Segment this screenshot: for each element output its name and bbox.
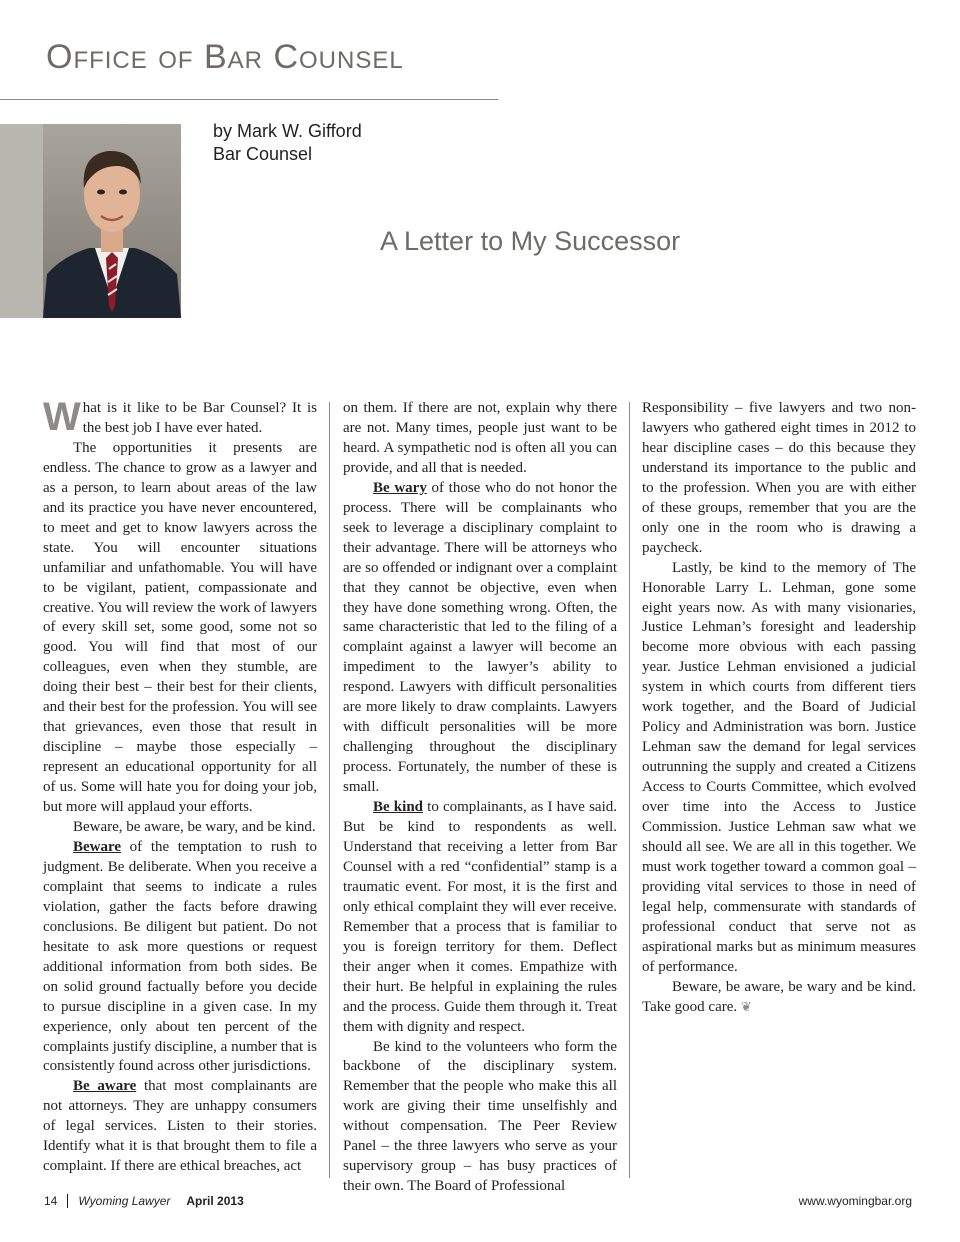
article-paragraph: Responsibility – five lawyers and two non-lawyers who gathered eight times in 2012 to hear discipline cases – do this because they understand its importance to the public and to the profession. When you are with either of these groups, remember that you are the only one in the room who is drawing a paycheck. <box>642 400 916 556</box>
page-number: 14 <box>44 1194 58 1208</box>
article-title: A Letter to My Successor <box>380 226 681 256</box>
article-column-2 <box>343 399 618 1195</box>
issue-date: April 2013 <box>186 1194 244 1208</box>
article-paragraph: Be aware that most complainants are not attorneys. They are unhappy consumers of legal services. Listen to their stories. Identify what it is that brought them to file a complaint. If there are ethical breaches, act <box>43 1078 317 1175</box>
column-divider <box>629 402 630 1178</box>
article-paragraph: The opportunities it presents are endless. The chance to grow as a lawyer and as a person, to learn about areas of the law and its practice you have never encountered, to meet and get to know lawyers across the state. You will encounter situations unfamiliar and unfathomable. You will have to be vigilant, patient, compassionate and creative. You will review the work of lawyers of every skill set, some good, some not so good. You will find that most of our colleagues, even when they stumble, are doing their best – their best for their clients, and their best for the profession. You will see that grievances, even those that result in discipline – maybe those especially – represent an educational opportunity for all of us. Some will hate you for doing your job, but more will applaud your efforts. <box>43 439 317 816</box>
title-divider <box>0 99 498 100</box>
end-of-article-icon: ❦ <box>740 999 752 1015</box>
article-paragraph: Be kind to complainants, as I have said. But be kind to respondents as well. Understand that receiving a letter from Bar Counsel with a red “confidential” stamp is a traumatic event. For most, it is the first and only ethical complaint they will ever receive. Remember that a process that is familiar to you is foreign territory for them. Deflect their anger when it comes. Empathize with their hurt. Be helpful in explaining the rules and the process. Guide them through it. Treat them with dignity and respect. <box>343 799 618 1035</box>
decorative-side-bar <box>0 124 43 318</box>
lead-in-emphasis: Be wary <box>373 479 427 496</box>
article-column-3 <box>642 399 916 1181</box>
author-role: Bar Counsel <box>213 144 313 164</box>
dropcap-letter: W <box>43 395 81 439</box>
article-paragraph: Beware, be aware, be wary and be kind. Take good care. ❦ <box>642 978 916 1015</box>
article-column-1 <box>43 395 317 1181</box>
article-paragraph: Be kind to the volunteers who form the backbone of the disciplinary system. Remember that the people who make this all work are giving their time unselfishly and without compensation. The Peer Review Panel – the three lawyers who serve as your supervisory group – has busy practices of their own. The Board of Professional <box>343 1038 617 1195</box>
lead-in-emphasis: Be kind <box>373 799 424 816</box>
article-paragraph: Be wary of those who do not honor the process. There will be complainants who seek to leverage a disciplinary complaint to their advantage. There will be attorneys who are so offended or indignant over a complaint that they cannot be objective, even when they have done something wrong. Often, the same characteristic that led to the filing of a complaint against a lawyer will become an impediment to the lawyer’s ability to respond. Lawyers with difficult personalities are more likely to draw complaints. Lawyers with difficult personalities will be more challenging throughout the disciplinary process. Fortunately, the number of these is small. <box>343 479 617 796</box>
footer-divider <box>67 1194 68 1208</box>
article-paragraph: Lastly, be kind to the memory of The Honorable Larry L. Lehman, gone some eight years now. As with many visionaries, Justice Lehman’s foresight and leadership become more obvious with each passing year. Justice Lehman envisioned a judicial system in which courts from different tiers work together, and the Board of Judicial Policy and Administration was born. Justice Lehman saw the demand for legal services outrunning the supply and created a Citizens Access to Courts Committee, which evolved over time into the Access to Justice Commission. Justice Lehman saw what we should all see. We are all in this together. We must work together toward a common goal – providing vital services to those in need of legal help, commensurate with standards of professional conduct that serve not as aspirational marks but as minimum measures of performance. <box>642 559 916 975</box>
column-divider <box>329 402 330 1178</box>
lead-in-emphasis: Beware <box>73 838 122 855</box>
website-url: www.wyomingbar.org <box>798 1194 912 1208</box>
magazine-name: Wyoming Lawyer <box>78 1194 171 1208</box>
author-portrait <box>43 124 181 318</box>
article-paragraph: on them. If there are not, explain why there are not. Many times, people just want to be heard. A sympathetic nod is often all you can provide, and all that is needed. <box>343 400 617 476</box>
page-footer <box>44 1194 912 1208</box>
byline <box>213 120 362 166</box>
article-paragraph: What is it like to be Bar Counsel? It is the best job I have ever hated. <box>43 395 317 439</box>
author-name: by Mark W. Gifford <box>213 121 362 141</box>
article-paragraph: Beware, be aware, be wary, and be kind. <box>73 819 316 836</box>
article-paragraph: Beware of the temptation to rush to judgment. Be deliberate. When you receive a complaint that seems to indicate a rules violation, gather the facts before drawing conclusions. Be diligent but patient. Do not hesitate to ask more questions or request additional information from both sides. Be on solid ground factually before you decide to pursue discipline in a given case. In my experience, only about ten percent of the complaints justify discipline, a number that is consistently found across other jurisdictions. <box>43 838 317 1075</box>
lead-in-emphasis: Be aware <box>73 1078 137 1095</box>
section-title: Office of Bar Counsel <box>46 38 404 76</box>
